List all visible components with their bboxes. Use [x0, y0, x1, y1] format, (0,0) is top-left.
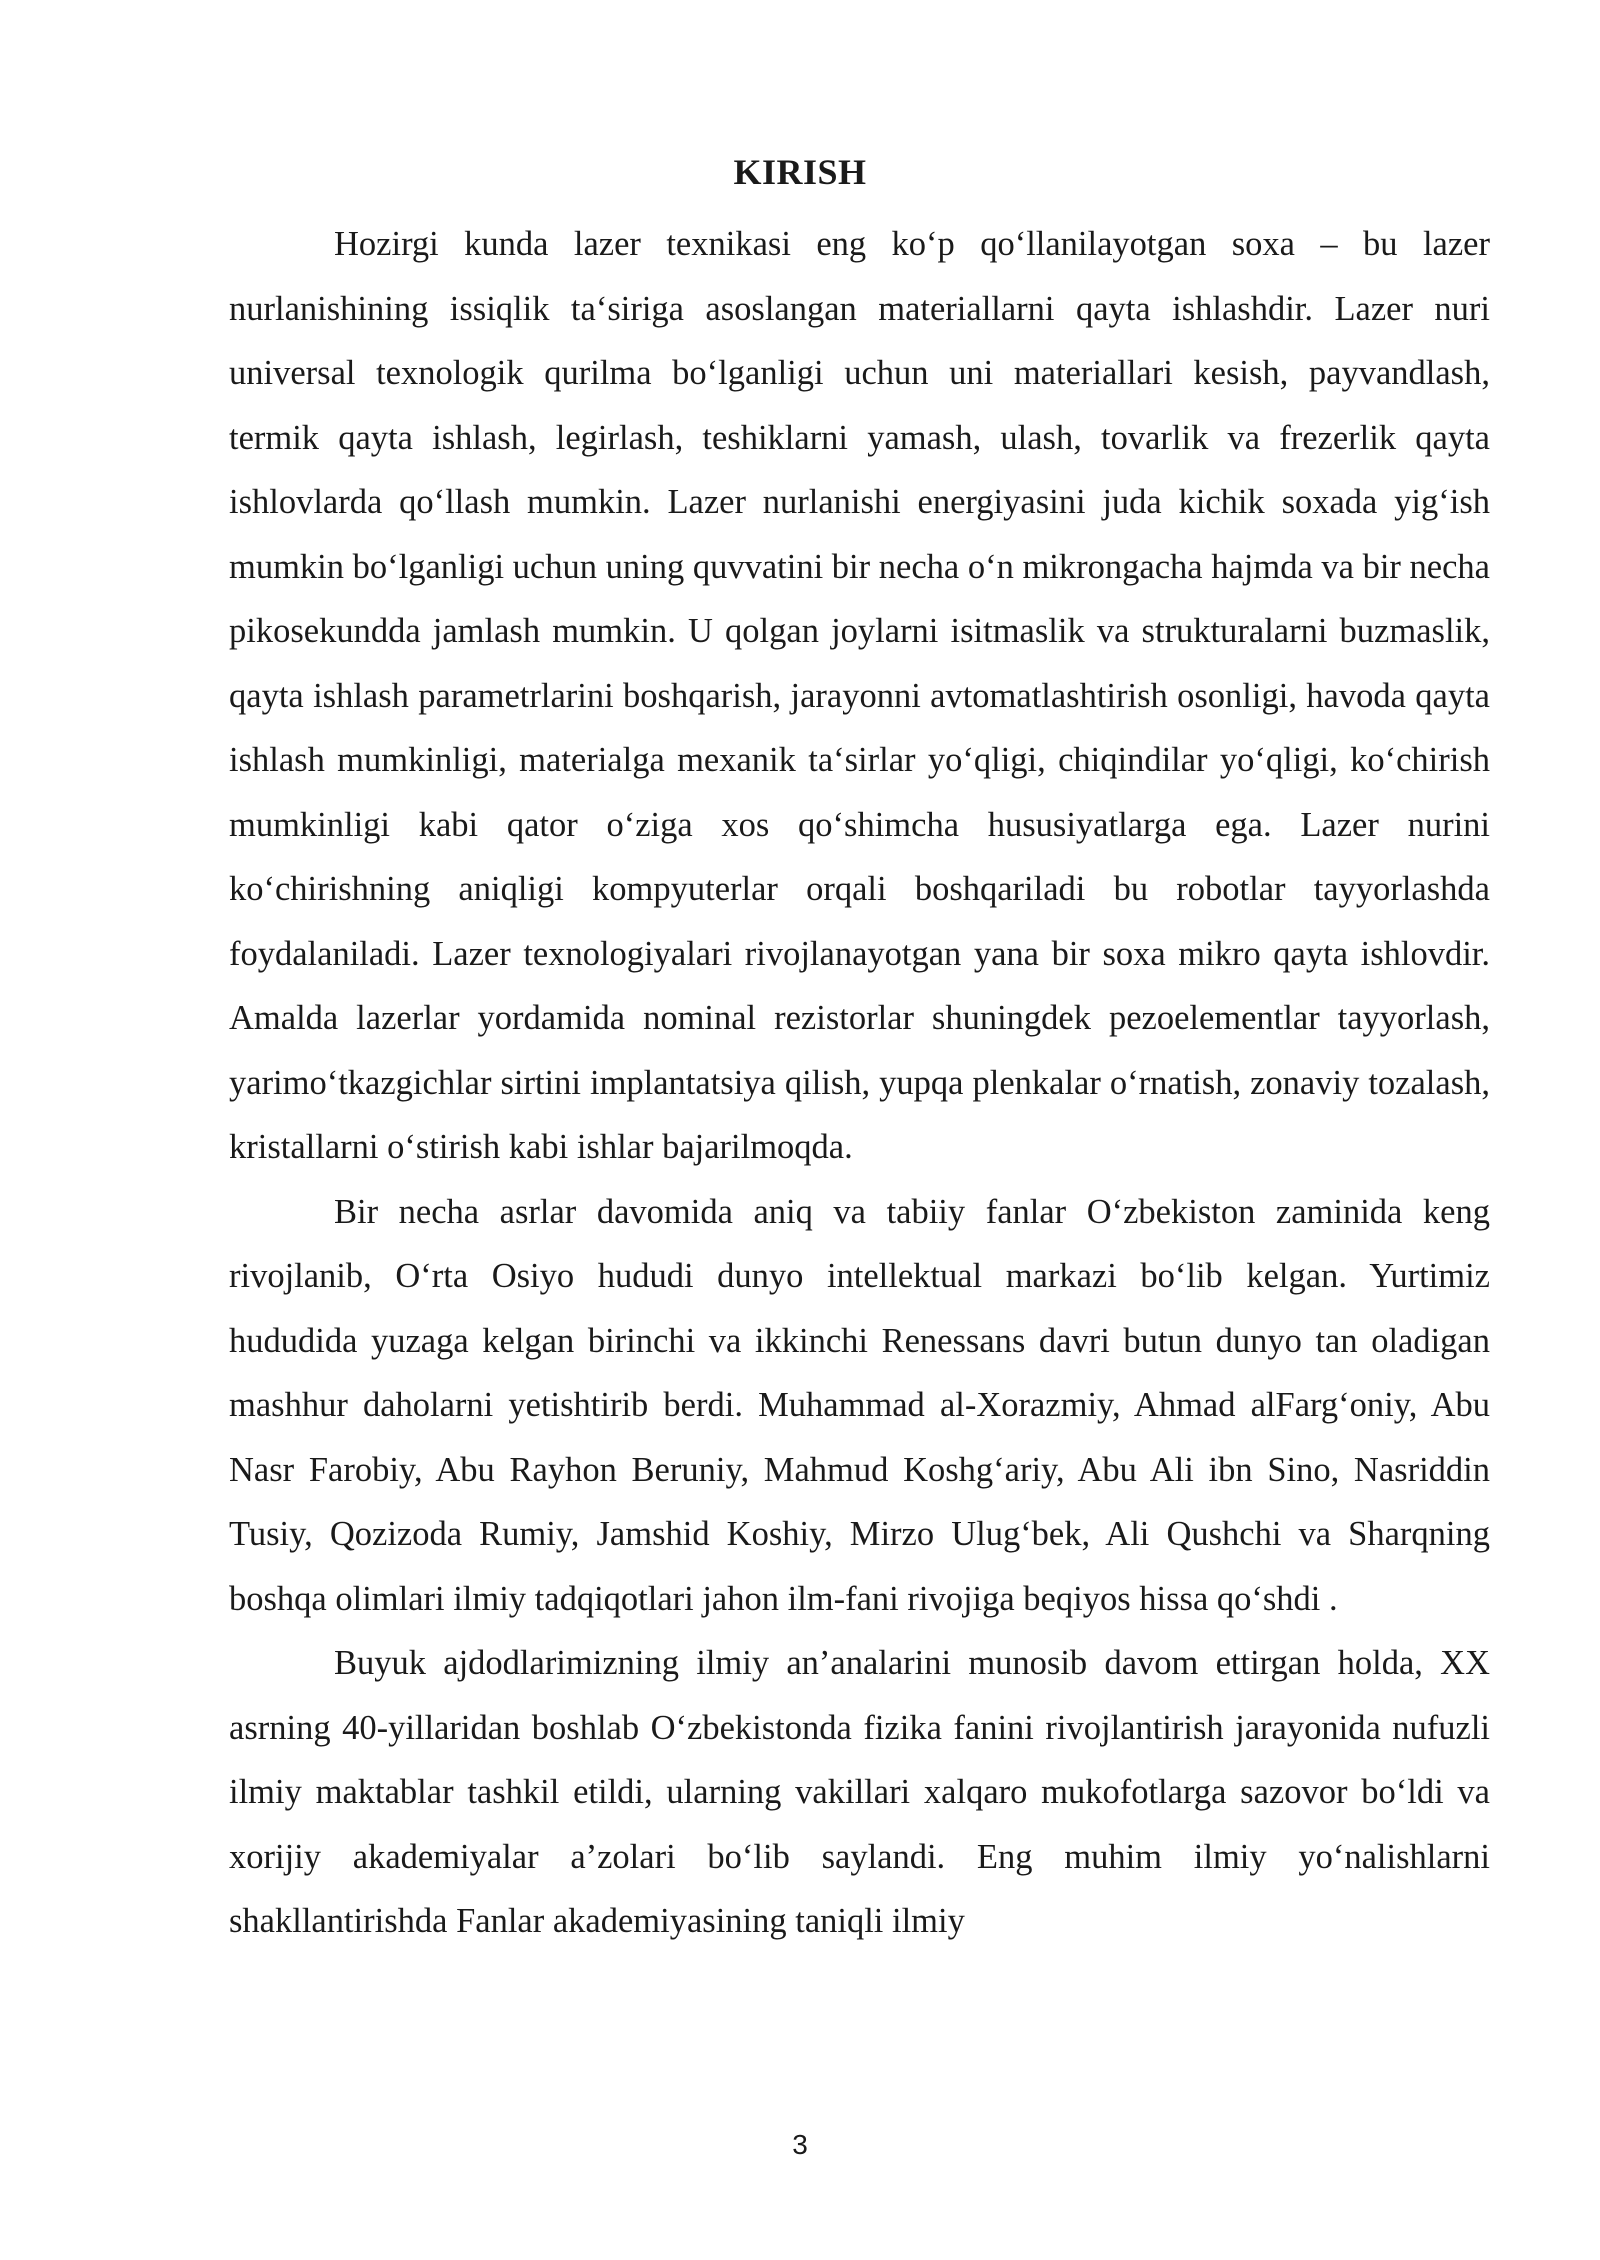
paragraph-1: Hozirgi kunda lazer texnikasi eng koʻp qoʻllanilayotgan soxa – bu lazer nurlanishining issiqlik taʻsiriga asoslangan materiallarni qayta ishlashdir. Lazer nuri universal texnologik qurilma boʻlganligi uchun uni materiallari kesish, payvandlash, termik qayta ishlash, legirlash, teshiklarni yamash, ulash, tovarlik va frezerlik qayta ishlovlarda qoʻllash mumkin. Lazer nurlanishi energiyasini juda kichik soxada yigʻish mumkin boʻlganligi uchun uning quvvatini bir necha oʻn mikrongacha hajmda va bir necha pikosekundda jamlash mumkin. U qolgan joylarni isitmaslik va strukturalarni buzmaslik, qayta ishlash parametrlarini boshqarish, jarayonni avtomatlashtirish osonligi, havoda qayta ishlash mumkinligi, materialga mexanik taʻsirlar yoʻqligi, chiqindilar yoʻqligi, koʻchirish mumkinligi kabi qator oʻziga xos qoʻshimcha hususiyatlarga ega. Lazer nurini koʻchirishning aniqligi kompyuterlar orqali boshqariladi bu robotlar tayyorlashda foydalaniladi. Lazer texnologiyalari rivojlanayotgan yana bir soxa mikro qayta ishlovdir. Amalda lazerlar yordamida nominal rezistorlar shuningdek pezoelementlar tayyorlash, yarimoʻtkazgichlar sirtini implantatsiya qilish, yupqa plenkalar oʻrnatish, zonaviy tozalash, kristallarni oʻstirish kabi ishlar bajarilmoqda. [229, 225, 1490, 1166]
section-title: KIRISH [733, 152, 867, 192]
body-text [229, 212, 1490, 1954]
page-number: 3 [792, 2129, 808, 2160]
paragraph-3: Buyuk ajdodlarimizning ilmiy an’analarini munosib davom ettirgan holda, XX asrning 40-yillaridan boshlab Oʻzbekistonda fizika fanini rivojlantirish jarayonida nufuzli ilmiy maktablar tashkil etildi, ularning vakillari xalqaro mukofotlarga sazovor boʻldi va xorijiy akademiyalar a’zolari boʻlib saylandi. Eng muhim ilmiy yoʻnalishlarni shakllantirishda Fanlar akademiyasining taniqli ilmiy [229, 1644, 1490, 1940]
paragraph-2: Bir necha asrlar davomida aniq va tabiiy fanlar Oʻzbekiston zaminida keng rivojlanib, Oʻrta Osiyo hududi dunyo intellektual markazi boʻlib kelgan. Yurtimiz hududida yuzaga kelgan birinchi va ikkinchi Renessans davri butun dunyo tan oladigan mashhur daholarni yetishtirib berdi. Muhammad al-Xorazmiy, Ahmad alFargʻoniy, Abu Nasr Farobiy, Abu Rayhon Beruniy, Mahmud Koshgʻariy, Abu Ali ibn Sino, Nasriddin Tusiy, Qozizoda Rumiy, Jamshid Koshiy, Mirzo Ulugʻbek, Ali Qushchi va Sharqning boshqa olimlari ilmiy tadqiqotlari jahon ilm-fani rivojiga beqiyos hissa qoʻshdi . [229, 1192, 1490, 1618]
